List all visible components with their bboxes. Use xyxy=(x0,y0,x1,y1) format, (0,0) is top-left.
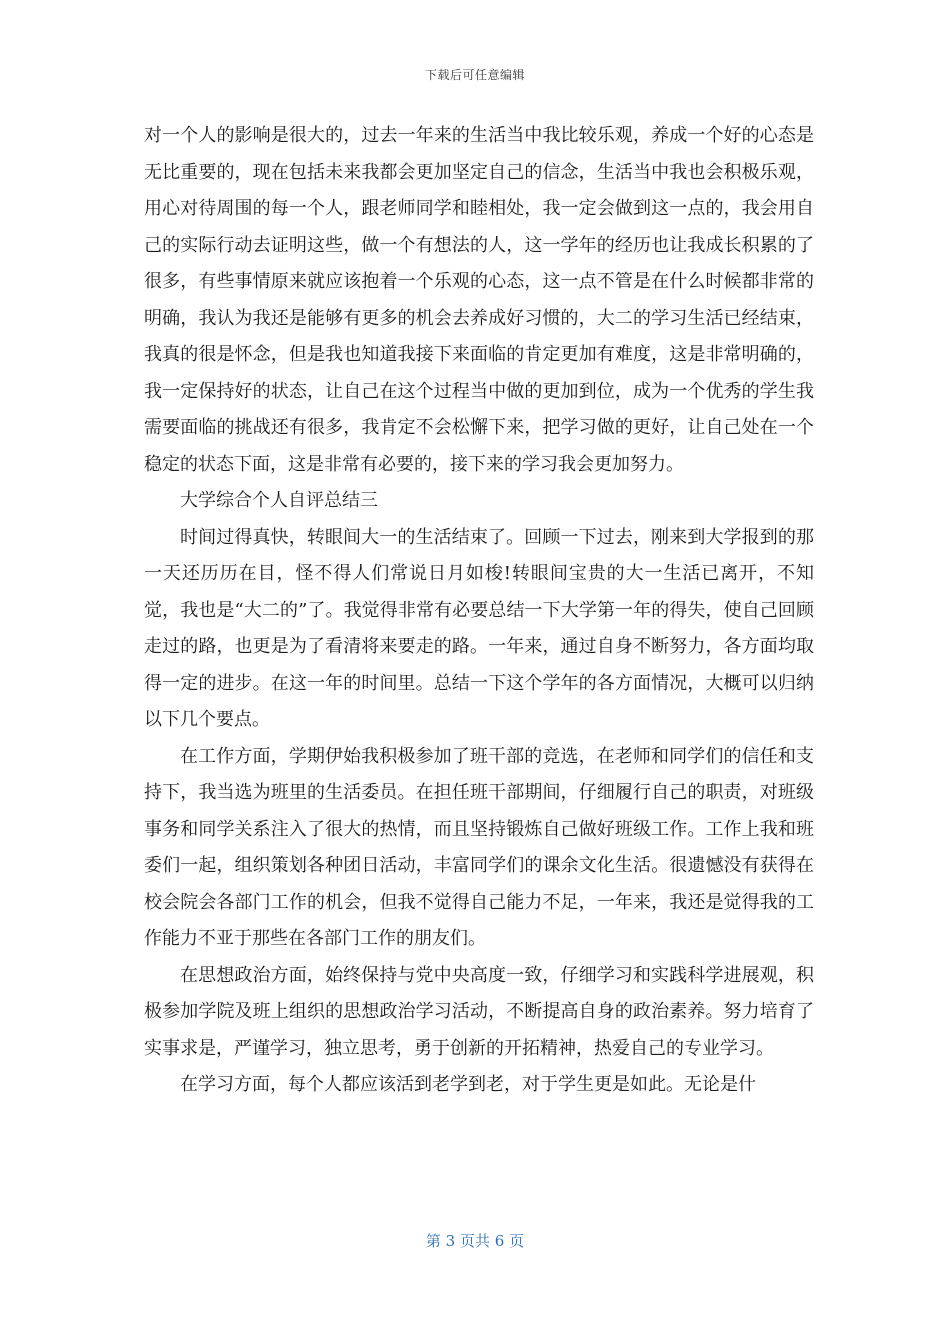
page-header: 下载后可任意编辑 xyxy=(424,68,525,82)
paragraph-5: 在学习方面，每个人都应该活到老学到老，对于学生更是如此。无论是什 xyxy=(180,1074,756,1095)
page-footer: 第 3 页共 6 页 xyxy=(425,1232,525,1250)
paragraph-2: 时间过得真快，转眼间大一的生活结束了。回顾一下过去，刚来到大学报到的那一天还历历在目，怪不得人们常说日月如梭!转眼间宝贵的大一生活已离开，不知觉，我也是“大二的”了。我觉得非常有必要总结一下大学第一年的得失，使自己回顾走过的路，也更是为了看清将来要走的路。一年来，通过自身不断努力，各方面均取得一定的进步。在这一年的时间里。总结一下这个学年的各方面情况，大概可以归纳以下几个要点。 xyxy=(144,526,814,730)
section-heading: 大学综合个人自评总结三 xyxy=(180,490,378,511)
paragraph-3: 在工作方面，学期伊始我积极参加了班干部的竞选，在老师和同学们的信任和支持下，我当选为班里的生活委员。在担任班干部期间，仔细履行自己的职责，对班级事务和同学关系注入了很大的热情，而且坚持锻炼自己做好班级工作。工作上我和班委们一起，组织策划各种团日活动，丰富同学们的课余文化生活。很遗憾没有获得在校会院会各部门工作的机会，但我不觉得自己能力不足，一年来，我还是觉得我的工作能力不亚于那些在各部门工作的朋友们。 xyxy=(144,745,814,949)
paragraph-4: 在思想政治方面，始终保持与党中央高度一致，仔细学习和实践科学进展观，积极参加学院及班上组织的思想政治学习活动，不断提高自身的政治素养。努力培育了实事求是，严谨学习，独立思考，勇于创新的开拓精神，热爱自己的专业学习。 xyxy=(144,964,814,1059)
document-body xyxy=(144,118,814,1104)
paragraph-1: 对一个人的影响是很大的，过去一年来的生活当中我比较乐观，养成一个好的心态是无比重要的，现在包括未来我都会更加坚定自己的信念，生活当中我也会积极乐观，用心对待周围的每一个人，跟老师同学和睦相处，我一定会做到这一点的，我会用自己的实际行动去证明这些，做一个有想法的人，这一学年的经历也让我成长积累的了很多，有些事情原来就应该抱着一个乐观的心态，这一点不管是在什么时候都非常的明确，我认为我还是能够有更多的机会去养成好习惯的，大二的学习生活已经结束，我真的很是怀念，但是我也知道我接下来面临的肯定更加有难度，这是非常明确的，我一定保持好的状态，让自己在这个过程当中做的更加到位，成为一个优秀的学生我需要面临的挑战还有很多，我肯定不会松懈下来，把学习做的更好，让自己处在一个稳定的状态下面，这是非常有必要的，接下来的学习我会更加努力。 xyxy=(144,125,814,475)
